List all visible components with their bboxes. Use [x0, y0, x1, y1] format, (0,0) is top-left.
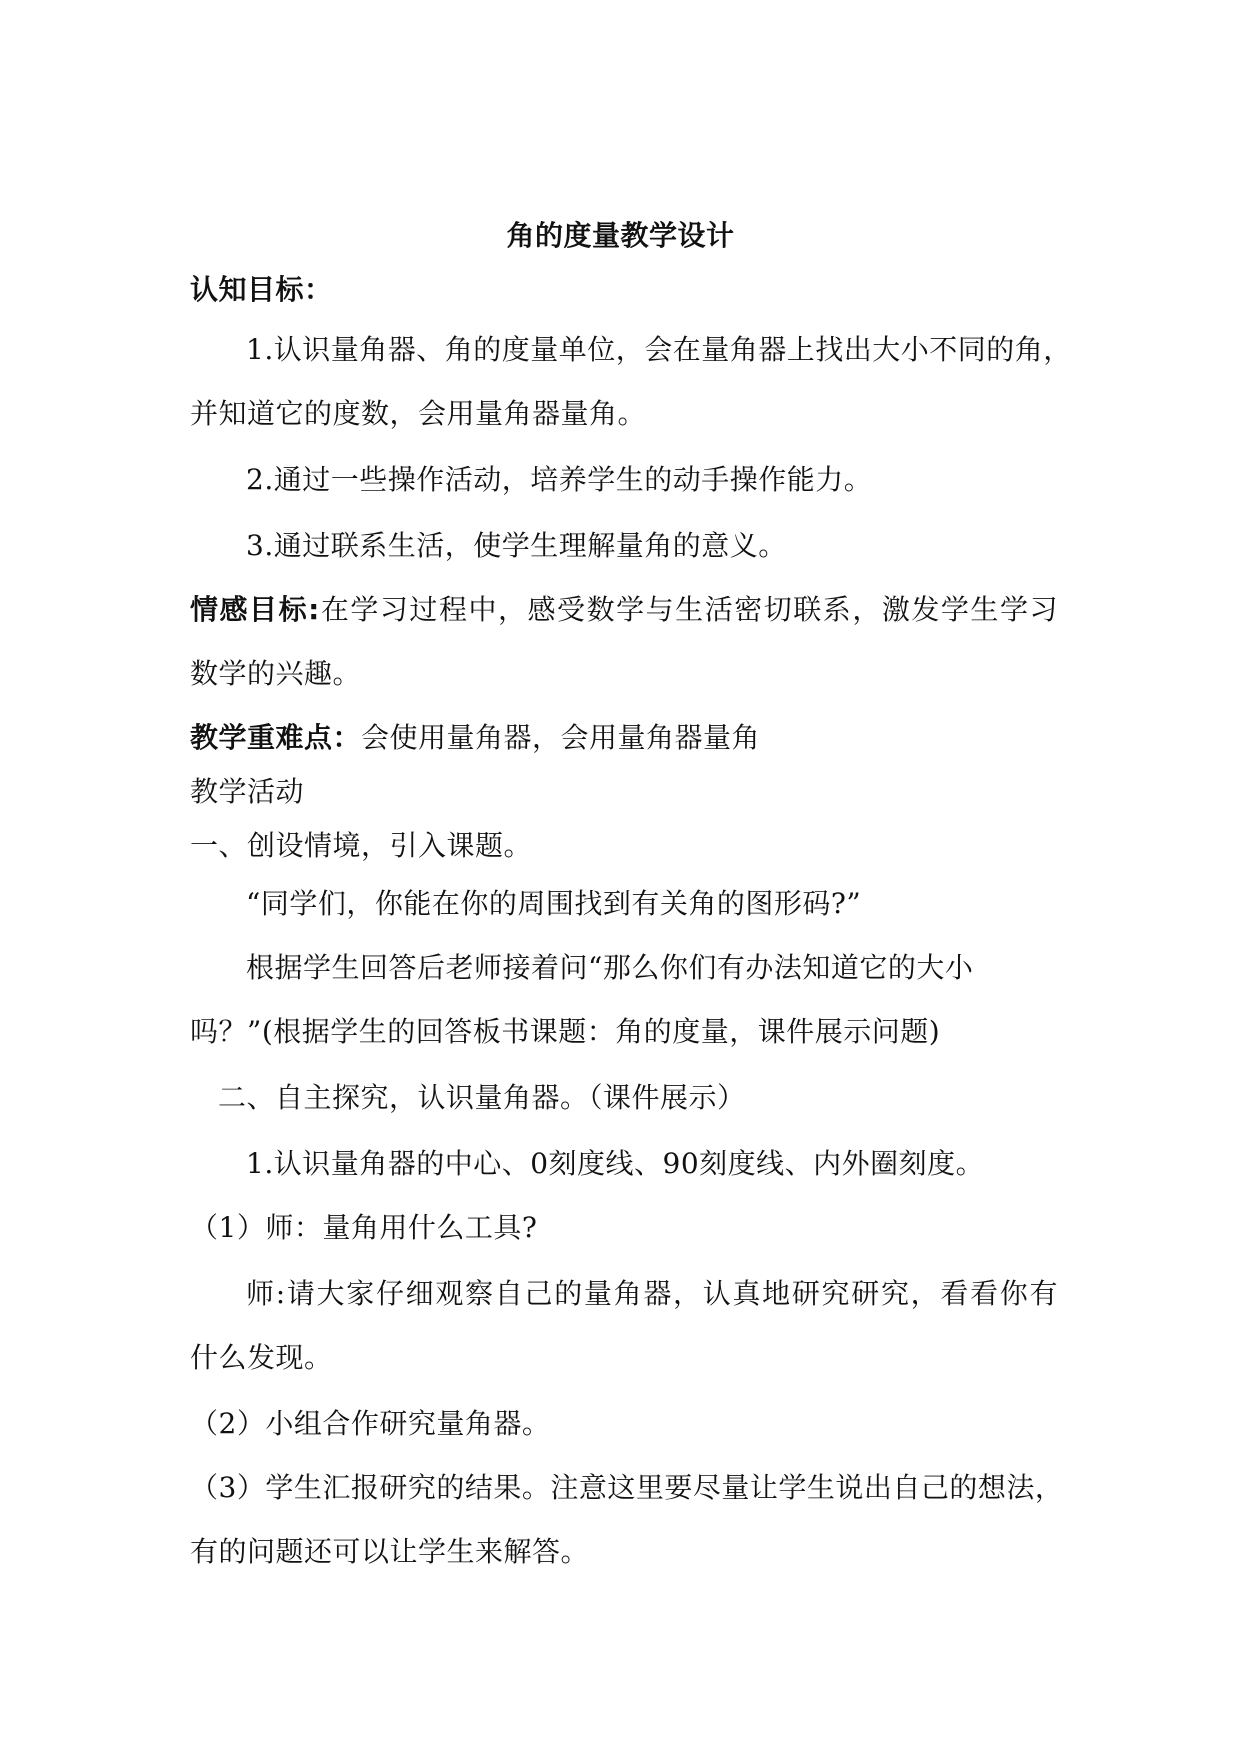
emotional-goal-text: 在学习过程中，感受数学与生活密切联系，激发学生学习 [319, 593, 1058, 626]
cognitive-goal-heading: 认知目标： [190, 273, 333, 306]
item-3-line-1: （3）学生汇报研究的结果。注意这里要尽量让学生说出自己的想法， [190, 1471, 1064, 1504]
step-1: 1.认识量角器的中心、0刻度线、90刻度线、内外圈刻度。 [246, 1147, 985, 1180]
goal-1-line-1: 1.认识量角器、角的度量单位，会在量角器上找出大小不同的角， [246, 333, 1072, 366]
goal-3: 3.通过联系生活，使学生理解量角的意义。 [246, 529, 787, 562]
section-1-heading: 一、创设情境，引入课题。 [190, 829, 533, 862]
item-3-line-2: 有的问题还可以让学生来解答。 [190, 1535, 590, 1568]
goal-2: 2.通过一些操作活动，培养学生的动手操作能力。 [246, 463, 873, 496]
emotional-goal-line-1 [190, 590, 1058, 630]
followup-line-1: 根据学生回答后老师接着问“那么你们有办法知道它的大小 [246, 951, 974, 984]
key-points-text: 会使用量角器，会用量角器量角 [361, 721, 761, 754]
section-2-heading: 二、自主探究，认识量角器。（课件展示） [218, 1081, 746, 1114]
emotional-goal-label: 情感目标: [190, 593, 320, 626]
followup-line-2: 吗？”(根据学生的回答板书课题：角的度量，课件展示问题) [190, 1015, 941, 1048]
goal-1-line-2: 并知道它的度数，会用量角器量角。 [190, 397, 647, 430]
activities-heading: 教学活动 [190, 775, 305, 808]
item-2: （2）小组合作研究量角器。 [190, 1407, 551, 1440]
document-title: 角的度量教学设计 [506, 219, 735, 252]
quote-1: “同学们，你能在你的周围找到有关角的图形码?” [246, 887, 862, 920]
key-points-label: 教学重难点： [190, 721, 362, 754]
key-points-line [190, 718, 1070, 758]
emotional-goal-line-2: 数学的兴趣。 [190, 657, 362, 690]
teacher-line-1: 师:请大家仔细观察自己的量角器，认真地研究研究，看看你有 [246, 1277, 1058, 1310]
item-1: （1）师：量角用什么工具? [190, 1211, 538, 1244]
teacher-line-2: 什么发现。 [190, 1341, 333, 1374]
